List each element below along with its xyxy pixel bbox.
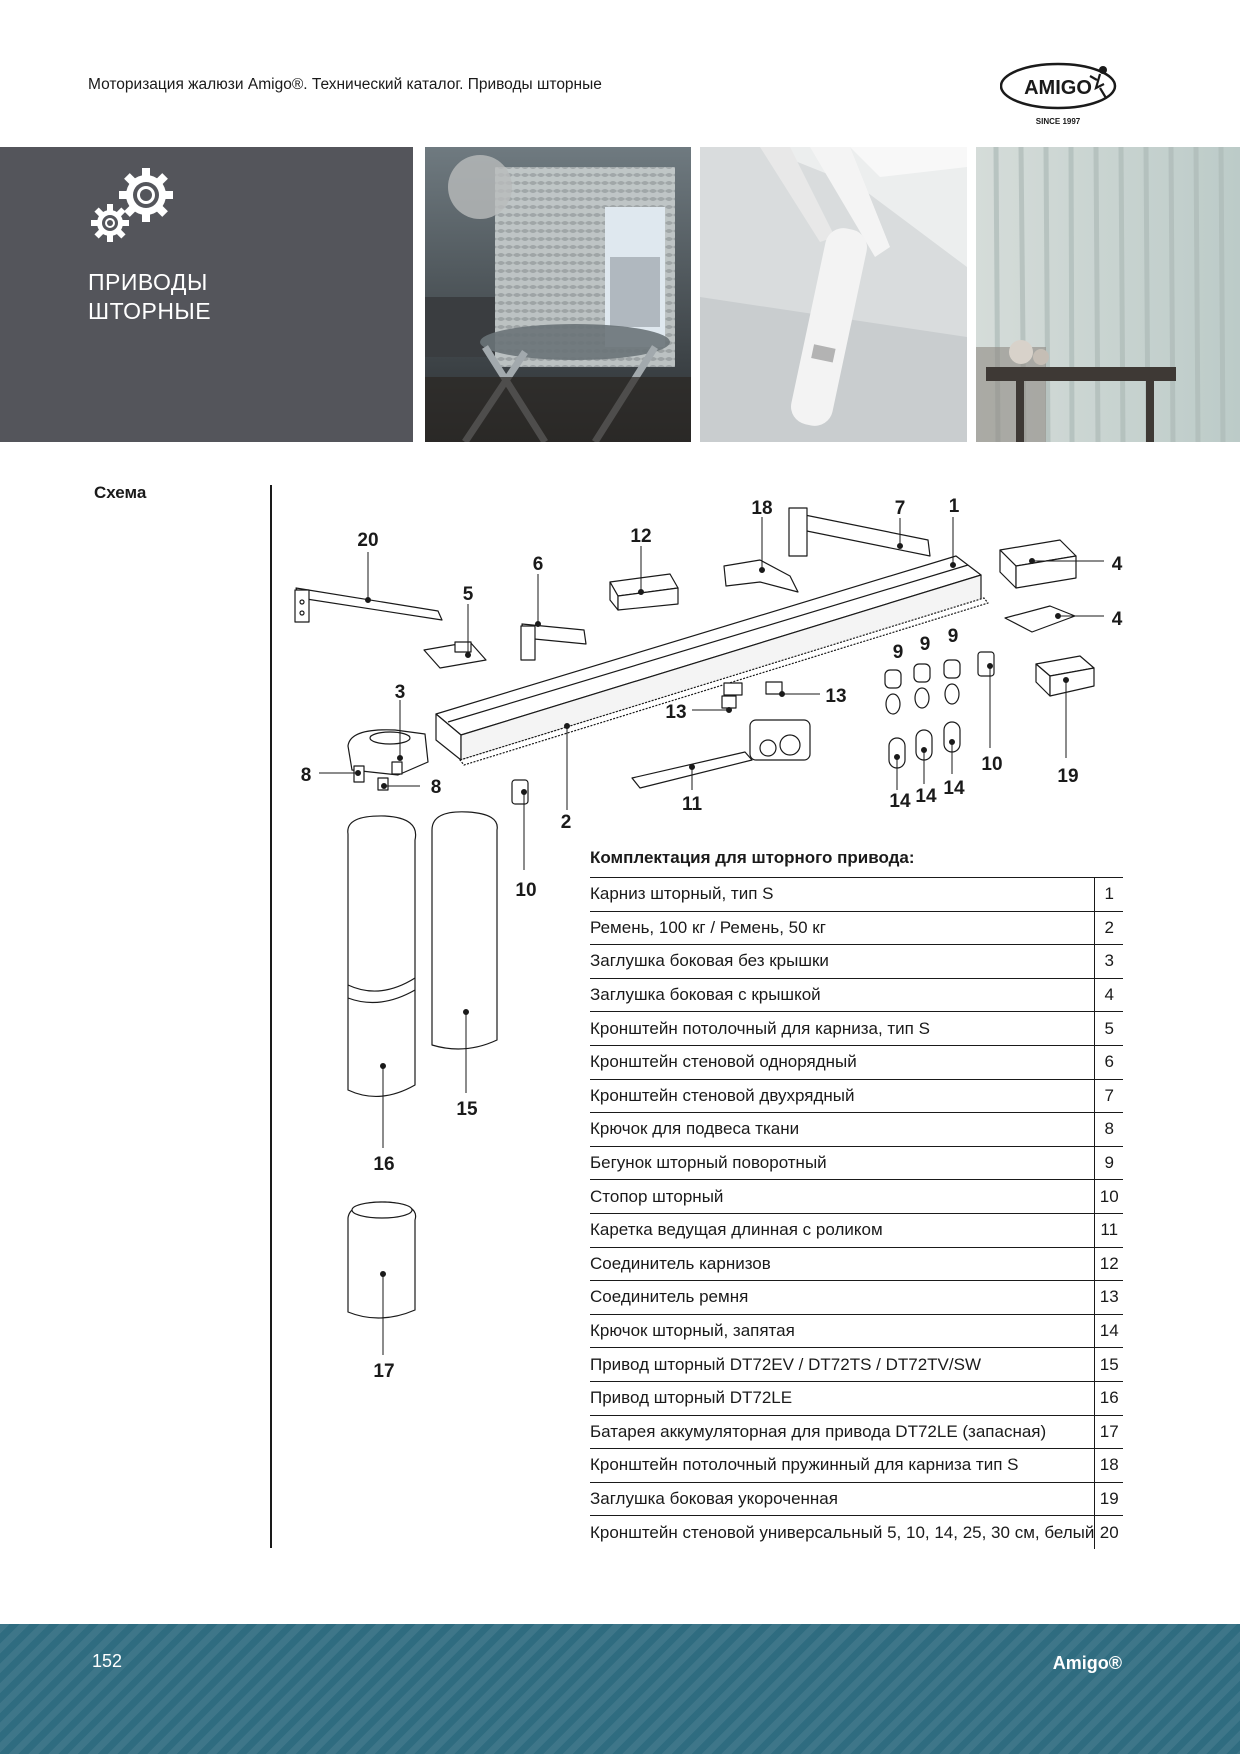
part-name-cell: Кронштейн стеновой однорядный bbox=[590, 1045, 1095, 1079]
banner-title bbox=[88, 268, 211, 326]
part-name-cell: Ремень, 100 кг / Ремень, 50 кг bbox=[590, 911, 1095, 945]
part-number-cell: 17 bbox=[1095, 1415, 1123, 1449]
table-row bbox=[590, 1281, 1123, 1315]
footer-band bbox=[0, 1624, 1240, 1754]
parts-table-title: Комплектация для шторного привода: bbox=[590, 848, 915, 867]
callout-10b: 10 bbox=[515, 880, 537, 901]
part-name-cell: Привод шторный DT72EV / DT72TS / DT72TV/SW bbox=[590, 1348, 1095, 1382]
table-row bbox=[590, 1045, 1123, 1079]
table-row bbox=[590, 1314, 1123, 1348]
part-number-cell: 7 bbox=[1095, 1079, 1123, 1113]
part-number-cell: 11 bbox=[1095, 1213, 1123, 1247]
part-runner bbox=[944, 660, 960, 704]
part-name-cell: Кронштейн потолочный для карниза, тип S bbox=[590, 1012, 1095, 1046]
amigo-logo bbox=[1000, 58, 1125, 128]
part-wall-bracket-single bbox=[521, 624, 586, 660]
vertical-divider bbox=[270, 485, 272, 1548]
banner-title-line1: ПРИВОДЫ bbox=[88, 269, 208, 295]
footer-brand: Amigo® bbox=[1052, 1653, 1122, 1673]
part-name-cell: Кронштейн стеновой двухрядный bbox=[590, 1079, 1095, 1113]
callout-14c: 14 bbox=[943, 778, 965, 799]
table-row bbox=[590, 878, 1123, 912]
part-number-cell: 19 bbox=[1095, 1482, 1123, 1516]
callout-20: 20 bbox=[357, 530, 379, 551]
catalog-header-title: Моторизация жалюзи Amigo®. Технический каталог. Приводы шторные bbox=[88, 76, 602, 93]
part-name-cell: Соединитель карнизов bbox=[590, 1247, 1095, 1281]
part-number-cell: 1 bbox=[1095, 878, 1123, 912]
part-name-cell: Каретка ведущая длинная с роликом bbox=[590, 1213, 1095, 1247]
callout-17: 17 bbox=[373, 1361, 395, 1382]
part-belt-connector bbox=[766, 682, 782, 694]
part-number-cell: 5 bbox=[1095, 1012, 1123, 1046]
table-row bbox=[590, 978, 1123, 1012]
part-wall-bracket-double bbox=[789, 508, 930, 556]
photo-dining-room-curtains bbox=[976, 147, 1240, 442]
table-row bbox=[590, 1180, 1123, 1214]
callout-19: 19 bbox=[1057, 766, 1079, 787]
callout-8b: 8 bbox=[430, 777, 442, 798]
part-name-cell: Заглушка боковая укороченная bbox=[590, 1482, 1095, 1516]
part-number-cell: 18 bbox=[1095, 1449, 1123, 1483]
part-battery bbox=[348, 1202, 416, 1318]
part-number-cell: 13 bbox=[1095, 1281, 1123, 1315]
part-name-cell: Привод шторный DT72LE bbox=[590, 1381, 1095, 1415]
part-number-cell: 20 bbox=[1095, 1516, 1123, 1549]
gears-icon bbox=[88, 167, 178, 247]
table-row bbox=[590, 1247, 1123, 1281]
table-row bbox=[590, 1415, 1123, 1449]
part-name-cell: Бегунок шторный поворотный bbox=[590, 1146, 1095, 1180]
callout-12: 12 bbox=[630, 526, 652, 547]
section-label-scheme: Схема bbox=[94, 483, 147, 502]
part-name-cell: Соединитель ремня bbox=[590, 1281, 1095, 1315]
callout-18: 18 bbox=[751, 498, 773, 519]
table-row bbox=[590, 1348, 1123, 1382]
callout-14: 14 bbox=[889, 791, 911, 812]
part-number-cell: 8 bbox=[1095, 1113, 1123, 1147]
logo-text: AMIGO bbox=[1024, 77, 1092, 99]
part-name-cell: Карниз шторный, тип S bbox=[590, 878, 1095, 912]
callout-4b: 4 bbox=[1111, 609, 1123, 630]
part-number-cell: 10 bbox=[1095, 1180, 1123, 1214]
part-number-cell: 3 bbox=[1095, 945, 1123, 979]
table-row bbox=[590, 1079, 1123, 1113]
callout-14b: 14 bbox=[915, 786, 937, 807]
part-number-cell: 14 bbox=[1095, 1314, 1123, 1348]
callout-4: 4 bbox=[1111, 554, 1123, 575]
part-belt-connector bbox=[724, 683, 742, 695]
photo-living-room-sheer-curtains bbox=[425, 147, 691, 442]
part-motor-dt72le bbox=[348, 816, 416, 1096]
callout-6: 6 bbox=[532, 554, 544, 575]
callout-9: 9 bbox=[892, 642, 904, 663]
callout-9b: 9 bbox=[919, 634, 931, 655]
table-row bbox=[590, 1381, 1123, 1415]
part-name-cell: Кронштейн стеновой универсальный 5, 10, 14, 25, 30 см, белый bbox=[590, 1516, 1095, 1549]
table-row bbox=[590, 1012, 1123, 1046]
photo-motor-ceiling-mount bbox=[700, 147, 967, 442]
part-runner bbox=[885, 670, 901, 714]
page-number: 152 bbox=[92, 1651, 123, 1671]
table-row bbox=[590, 945, 1123, 979]
part-name-cell: Заглушка боковая без крышки bbox=[590, 945, 1095, 979]
callout-5: 5 bbox=[462, 584, 474, 605]
callout-13b: 13 bbox=[825, 686, 847, 707]
table-row bbox=[590, 1516, 1123, 1549]
callout-1: 1 bbox=[948, 496, 960, 517]
callout-7: 7 bbox=[894, 498, 906, 519]
part-ceiling-bracket bbox=[424, 642, 486, 668]
table-row bbox=[590, 911, 1123, 945]
callout-3: 3 bbox=[394, 682, 406, 703]
callout-9c: 9 bbox=[947, 626, 959, 647]
part-number-cell: 4 bbox=[1095, 978, 1123, 1012]
banner-title-line2: ШТОРНЫЕ bbox=[88, 298, 212, 324]
table-row bbox=[590, 1482, 1123, 1516]
callout-8: 8 bbox=[300, 765, 312, 786]
part-name-cell: Крючок для подвеса ткани bbox=[590, 1113, 1095, 1147]
part-spring-bracket bbox=[724, 560, 798, 592]
callout-2: 2 bbox=[560, 812, 572, 833]
table-row bbox=[590, 1113, 1123, 1147]
callout-10: 10 bbox=[981, 754, 1003, 775]
callout-16: 16 bbox=[373, 1154, 395, 1175]
part-name-cell: Заглушка боковая с крышкой bbox=[590, 978, 1095, 1012]
callout-11: 11 bbox=[681, 794, 703, 815]
part-belt-connector bbox=[722, 696, 736, 708]
table-row bbox=[590, 1213, 1123, 1247]
part-number-cell: 6 bbox=[1095, 1045, 1123, 1079]
part-end-cap-with-cover bbox=[1000, 540, 1076, 632]
part-number-cell: 12 bbox=[1095, 1247, 1123, 1281]
part-name-cell: Крючок шторный, запятая bbox=[590, 1314, 1095, 1348]
logo-tagline: SINCE 1997 bbox=[1035, 117, 1081, 126]
table-row bbox=[590, 1449, 1123, 1483]
part-end-cap-short bbox=[1036, 656, 1094, 696]
part-number-cell: 2 bbox=[1095, 911, 1123, 945]
part-name-cell: Стопор шторный bbox=[590, 1180, 1095, 1214]
part-number-cell: 16 bbox=[1095, 1381, 1123, 1415]
part-number-cell: 15 bbox=[1095, 1348, 1123, 1382]
parts-table bbox=[590, 877, 1123, 1549]
part-name-cell: Кронштейн потолочный пружинный для карниза тип S bbox=[590, 1449, 1095, 1483]
table-row bbox=[590, 1146, 1123, 1180]
part-runner bbox=[914, 664, 930, 708]
callout-15: 15 bbox=[456, 1099, 478, 1120]
part-number-cell: 9 bbox=[1095, 1146, 1123, 1180]
part-carriage bbox=[632, 720, 810, 788]
callout-13: 13 bbox=[665, 702, 687, 723]
part-name-cell: Батарея аккумуляторная для привода DT72LE (запасная) bbox=[590, 1415, 1095, 1449]
